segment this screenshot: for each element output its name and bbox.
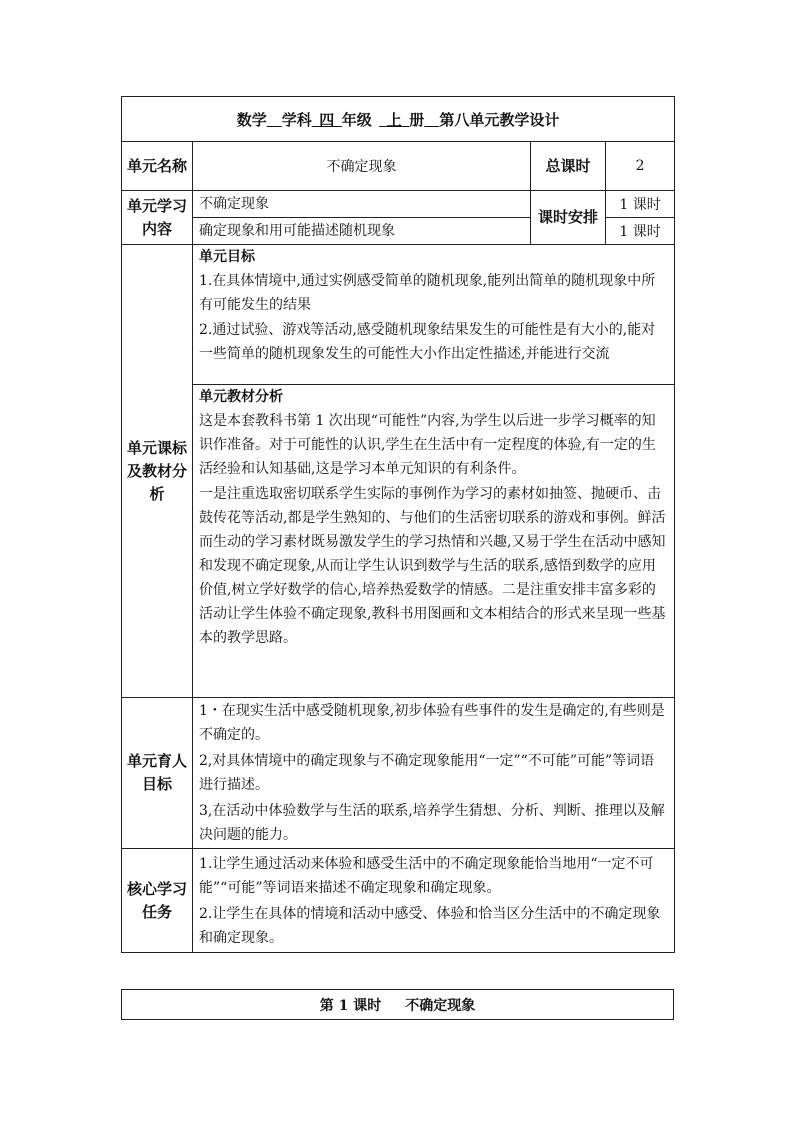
title-subject-label: 学科: [281, 110, 312, 129]
material-paragraph: 一是注重选取密切联系学生实际的事例作为学习的素材如抽签、抛硬币、击鼓传花等活动,都是学生熟知的、与他们的生活密切联系的游戏和事例。鲜活而生动的学习素材既易激发学生的学习热情和兴趣,又易于学生在活动中感知和发现不确定现象,从而让学生认识到数学与生活的联系,感悟到数学的应用价值,树立学好数学的信心,培养热爱数学的情感。二是注重安排丰富多彩的活动让学生体验不确定现象,教科书用图画和文本相结合的形式来呈现一些基本的教学思路。: [199, 486, 666, 646]
lesson-heading: [122, 990, 674, 1020]
education-goal-item: 3,在活动中体验数学与生活的联系,培养学生猜想、分析、判断、推理以及解决问题的能力。: [199, 803, 665, 843]
lesson-number: 第 1 课时: [319, 997, 382, 1014]
lesson-header-table: [121, 989, 674, 1020]
unit-content-item: 不确定现象: [193, 191, 531, 218]
page-title: [122, 97, 675, 142]
unit-name-value: 不确定现象: [193, 142, 531, 191]
unit-goals-cell: [193, 245, 675, 385]
unit-name-label: 单元名称: [122, 142, 193, 191]
unit-goal-item: 2.通过试验、游戏等活动,感受随机现象结果发生的可能性是有大小的,能对一些简单的随机现象发生的可能性大小作出定性描述,并能进行交流: [199, 322, 656, 362]
core-tasks-label: 核心学习任务: [122, 849, 193, 953]
education-goal-item: 1・在现实生活中感受随机现象,初步体验有些事件的发生是确定的,有些则是不确定的。: [199, 703, 665, 743]
title-grade: 四: [319, 110, 335, 129]
education-goal-item: 2,对具体情境中的确定现象与不确定现象能用“一定”“不可能”可能”等词语进行描述。: [199, 753, 655, 793]
total-hours-value: 2: [606, 142, 675, 191]
title-volume-label: 册: [409, 110, 425, 129]
material-paragraph: 这是本套教科书第 1 次出现“可能性”内容,为学生以后进一步学习概率的知识作准备。对于可能性的认识,学生在生活中有一定程度的体验,有一定的生活经验和认知基础,这是学习本单元知识的有利条件。: [199, 413, 656, 477]
unit-goals-title: 单元目标: [199, 249, 255, 265]
education-goals-cell: [193, 698, 675, 849]
unit-goal-item: 1.在具体情境中,通过实例感受简单的随机现象,能列出简单的随机现象中所有可能发生的结果: [199, 273, 656, 313]
total-hours-label: 总课时: [531, 142, 606, 191]
core-task-item: 2.让学生在具体的情境和活动中感受、体验和恰当区分生活中的不确定现象和确定现象。: [199, 905, 661, 946]
unit-analysis-label: 单元课标及教材分析: [122, 245, 193, 698]
unit-content-label: 单元学习内容: [122, 191, 193, 245]
unit-design-table: [121, 96, 675, 953]
schedule-hours: 1 课时: [606, 191, 675, 218]
lesson-title: 不确定现象: [405, 997, 476, 1014]
education-goals-label: 单元育人目标: [122, 698, 193, 849]
title-subject: 数学: [236, 110, 267, 129]
unit-content-item: 确定现象和用可能描述随机现象: [193, 218, 531, 245]
title-unit: 第八单元教学设计: [439, 110, 560, 129]
schedule-hours: 1 课时: [606, 218, 675, 245]
title-volume: 上: [386, 110, 402, 129]
core-task-item: 1.让学生通过活动来体验和感受生活中的不确定现象能恰当地用“一定不可能”“可能”等词语来描述不确定现象和确定现象。: [199, 855, 654, 896]
core-tasks-cell: [193, 849, 675, 953]
material-analysis-title: 单元教材分析: [199, 389, 283, 405]
schedule-label: 课时安排: [531, 191, 606, 245]
title-grade-label: 年级: [341, 110, 372, 129]
material-analysis-cell: [193, 385, 675, 698]
